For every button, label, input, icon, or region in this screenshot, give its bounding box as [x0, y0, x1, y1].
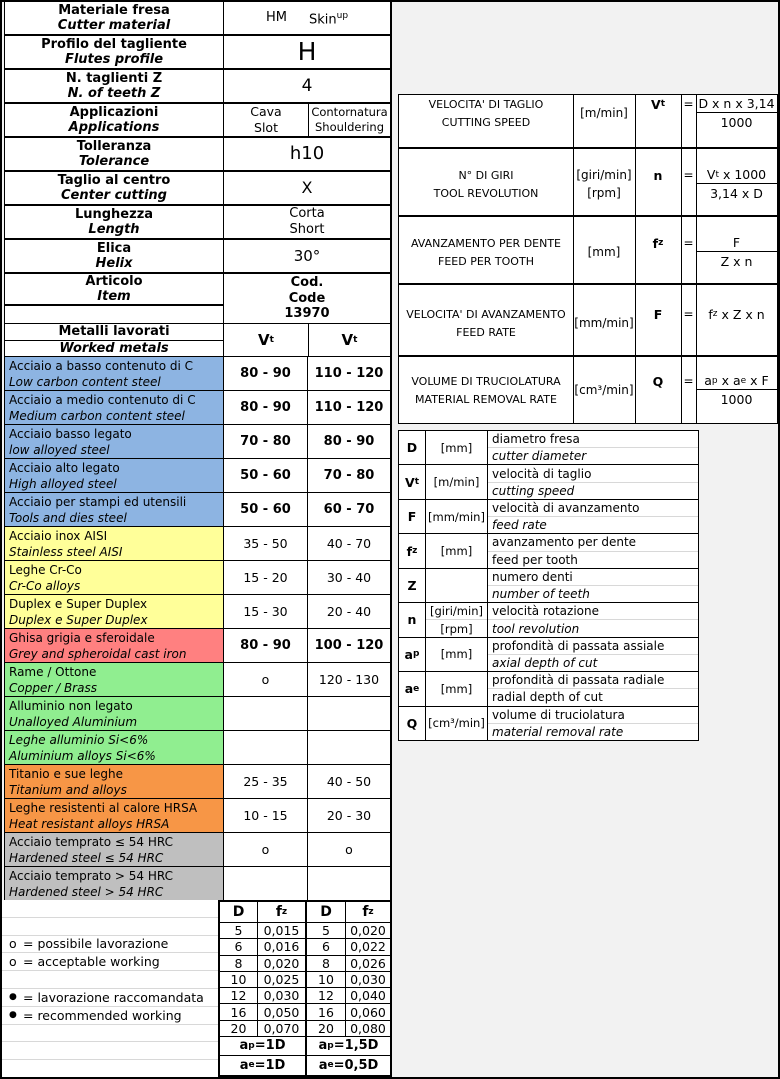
description: profondità di passata radiale radial depth of cut [488, 672, 698, 705]
vt-value-1: 50 - 60 [224, 459, 308, 492]
info-row-item-code [5, 274, 390, 324]
d-value: 8 [234, 955, 243, 971]
metal-row [5, 697, 390, 731]
column-divider [573, 149, 574, 215]
legend-spacer [2, 918, 218, 936]
vt-value-2: 60 - 70 [323, 502, 375, 517]
vt-value-2 [308, 731, 390, 764]
definition-row [399, 569, 698, 603]
info-row-center-cutting [5, 172, 390, 206]
legend-spacer [2, 1025, 218, 1043]
label-en: Helix [95, 256, 133, 271]
d-value: 12 [305, 988, 345, 1003]
metal-row [5, 357, 390, 391]
metal-row [5, 493, 390, 527]
unit: [mm/min] [426, 500, 488, 533]
tool-spec-tables [4, 2, 392, 902]
fz-value: 0,020 [345, 923, 390, 938]
formula-denominator: 1000 [720, 391, 753, 407]
ap-right: a p =1,5D [305, 1037, 390, 1055]
vt-value-2: 40 - 70 [326, 536, 372, 551]
formula-numerator: V t x 1000 [696, 166, 777, 184]
application-shouldering [308, 104, 390, 136]
metal-row [5, 527, 390, 561]
formula-unit: [giri/min] [576, 168, 632, 182]
fz-table-row [220, 1021, 390, 1037]
fz-value: 0,080 [345, 1021, 390, 1036]
column-divider [681, 149, 682, 215]
header-d2: D [305, 902, 345, 922]
metal-row [5, 799, 390, 833]
vt-value-2 [308, 697, 390, 730]
equals-sign: = [683, 97, 694, 111]
d-value: 6 [234, 939, 243, 955]
info-row-profile [5, 36, 390, 70]
description: velocità di taglio cutting speed [488, 465, 698, 498]
metals-title-it: Metalli lavorati [5, 324, 223, 341]
metal-name: Acciaio temprato > 54 HRC Hardened steel > 54 HRC [5, 867, 224, 901]
d-value: 6 [305, 939, 345, 954]
formula-denominator: Z x n [720, 253, 753, 269]
vt-column-header-1: V t [258, 331, 274, 349]
vt-value-1: 80 - 90 [224, 629, 308, 662]
formula-unit: [mm/min] [574, 316, 634, 330]
tolerance-value: h10 [289, 143, 325, 164]
legend-line-recommended-it [2, 989, 218, 1007]
fz-value: 0,026 [345, 956, 390, 971]
formula-unit-alt: [rpm] [587, 186, 621, 200]
label-it: Articolo [85, 273, 143, 289]
formula-unit: [mm] [587, 245, 621, 259]
unit: [mm] [426, 672, 488, 705]
d-value: 5 [234, 923, 243, 939]
column-divider [681, 357, 682, 423]
label-en: N. of teeth Z [67, 86, 161, 101]
profile-value: H [297, 37, 317, 66]
metal-name: Titanio e sue leghe Titanium and alloys [5, 765, 224, 798]
fz-table-row [220, 923, 390, 939]
equals-sign: = [683, 236, 694, 250]
header-d1: D [232, 904, 245, 920]
formula-name-en: CUTTING SPEED [441, 115, 531, 129]
label-it: N. taglienti Z [65, 70, 163, 86]
label-it: Profilo del tagliente [41, 36, 187, 52]
fz-table-row [220, 988, 390, 1004]
label-en: Center cutting [61, 188, 167, 203]
column-divider [573, 217, 574, 283]
description: numero denti number of teeth [488, 569, 698, 602]
definition-row [399, 707, 698, 740]
formula-name-it: N° DI GIRI [458, 168, 514, 182]
material-value [224, 2, 390, 34]
label-it: Lunghezza [74, 206, 154, 222]
metal-name: Acciaio alto legato High alloyed steel [5, 459, 224, 492]
vt-value-1 [224, 697, 308, 730]
worked-metals-title [5, 324, 224, 356]
code-label-it: Cod. [290, 275, 324, 291]
metal-name: Alluminio non legato Unalloyed Aluminium [5, 697, 224, 730]
label-en: Applications [68, 120, 160, 135]
definition-row [399, 638, 698, 672]
metal-row [5, 561, 390, 595]
label-en: Tolerance [78, 154, 150, 169]
metal-name: Leghe Cr-Co Cr-Co alloys [5, 561, 224, 594]
formula-symbol: f z [652, 235, 664, 251]
definition-row [399, 603, 698, 637]
cutting-formulas-table [398, 94, 778, 424]
fz-value: 0,022 [345, 939, 390, 954]
symbol: Q [399, 707, 426, 740]
vt-value-2: 110 - 120 [314, 400, 384, 415]
column-divider [635, 217, 636, 283]
vt-value-1 [224, 731, 308, 764]
ae-right: a e =0,5D [305, 1056, 390, 1075]
fz-table-row [220, 1004, 390, 1020]
length-it: Corta [289, 206, 325, 221]
symbol: n [399, 603, 426, 636]
column-divider [573, 95, 574, 147]
legend-line-possible-en [2, 953, 218, 971]
unit: [mm] [426, 638, 488, 671]
formula-name-it: AVANZAMENTO PER DENTE [410, 236, 562, 250]
label-en: Flutes profile [64, 52, 164, 67]
vt-value-2: 30 - 40 [326, 570, 372, 585]
teeth-value: 4 [301, 76, 313, 96]
vt-value-1: 70 - 80 [224, 425, 308, 458]
metals-title-en: Worked metals [59, 341, 169, 356]
unit: [giri/min] [rpm] [426, 603, 488, 636]
worked-metals-header [5, 324, 390, 357]
formula-numerator: F [696, 234, 777, 252]
equals-sign: = [683, 168, 694, 182]
description: velocità rotazione tool revolution [488, 603, 698, 636]
unit: [mm] [426, 431, 488, 464]
fz-value: 0,070 [257, 1021, 305, 1036]
vt-value-1: 25 - 35 [224, 765, 308, 798]
fz-value: 0,025 [257, 972, 305, 987]
item-label [5, 274, 223, 306]
formula-symbol: V t [651, 96, 665, 112]
ap-left: a p =1D [239, 1038, 286, 1054]
legend-line-possible-it [2, 936, 218, 954]
column-divider [681, 95, 682, 147]
definition-row [399, 465, 698, 499]
legend-spacer [2, 1060, 218, 1077]
d-value: 12 [230, 988, 247, 1004]
fz-value: 0,050 [257, 1004, 305, 1019]
equals-sign: = [683, 374, 694, 388]
metal-name: Duplex e Super Duplex Duplex e Super Duplex [5, 595, 224, 628]
formula-feed-per-tooth [399, 217, 777, 285]
center-cutting-value: X [301, 178, 313, 197]
definition-row [399, 534, 698, 568]
fz-value: 0,030 [257, 988, 305, 1003]
description: diametro fresa cutter diameter [488, 431, 698, 464]
unit [426, 569, 488, 602]
fz-value: 0,016 [257, 939, 305, 954]
unit: [cm³/min] [426, 707, 488, 740]
description: profondità di passata assiale axial depth of cut [488, 638, 698, 671]
column-divider [696, 357, 697, 423]
vt-value-1: 15 - 30 [224, 595, 308, 628]
legend-spacer [2, 900, 218, 918]
formula-feed-rate [399, 285, 777, 357]
header-fz2: f z [345, 902, 390, 922]
metal-name: Leghe alluminio Si<6% Aluminium alloys Si<6% [5, 731, 224, 764]
metal-row [5, 459, 390, 493]
symbols-definitions-table [398, 430, 699, 741]
metal-name: Leghe resistenti al calore HRSA Heat resistant alloys HRSA [5, 799, 224, 832]
legend-text: = possibile lavorazione [23, 936, 169, 952]
d-value: 5 [305, 923, 345, 938]
vt-value-1: 80 - 90 [224, 391, 308, 424]
metal-row [5, 391, 390, 425]
definition-row [399, 500, 698, 534]
fz-value: 0,040 [345, 988, 390, 1003]
label-en: Length [88, 222, 140, 237]
fz-value: 0,060 [345, 1004, 390, 1019]
equals-sign: = [683, 307, 694, 321]
metal-name: Acciaio a medio contenuto di C Medium carbon content steel [5, 391, 224, 424]
description: velocità di avanzamento feed rate [488, 500, 698, 533]
vt-value-2: 100 - 120 [314, 638, 384, 653]
formula-unit: [cm³/min] [574, 383, 634, 397]
vt-value-2: 20 - 40 [326, 604, 372, 619]
label-it: Elica [96, 240, 132, 256]
legend-text: = lavorazione raccomandata [23, 989, 204, 1005]
material-brand: Skin$^{up}$ [308, 10, 349, 28]
symbol: f z [399, 534, 426, 567]
label-it: Taglio al centro [57, 172, 171, 188]
column-divider [635, 357, 636, 423]
column-divider [635, 95, 636, 147]
d-value: 16 [305, 1004, 345, 1019]
item-code-value [224, 274, 390, 323]
vt-value-2: 120 - 130 [318, 672, 380, 687]
label-it: Applicazioni [69, 104, 159, 120]
application-slot [224, 104, 308, 136]
legend-text: = acceptable working [23, 954, 160, 970]
formula-name-en: MATERIAL REMOVAL RATE [415, 392, 557, 406]
metal-name: Acciaio a basso contenuto di C Low carbon content steel [5, 357, 224, 390]
formula-unit: [m/min] [580, 106, 628, 120]
info-row-tolerance [5, 138, 390, 172]
formula-cutting-speed [399, 95, 777, 149]
unit: [mm] [426, 534, 488, 567]
info-row-length [5, 206, 390, 240]
tolerance-label [5, 138, 224, 170]
metal-row [5, 731, 390, 765]
definition-row [399, 672, 698, 706]
fz-table-row [220, 956, 390, 972]
d-value: 20 [305, 1021, 345, 1036]
unit: [m/min] [426, 465, 488, 498]
metal-row [5, 629, 390, 663]
column-divider [635, 285, 636, 355]
formula-material-removal-rate [399, 357, 777, 424]
fz-value: 0,030 [345, 972, 390, 987]
metal-name: Rame / Ottone Copper / Brass [5, 663, 224, 696]
vt-value-1: o [224, 663, 308, 696]
vt-value-2: o [345, 842, 353, 857]
profile-label [5, 36, 224, 68]
formula-symbol: n [653, 167, 663, 183]
formula-denominator: 1000 [720, 114, 753, 130]
formula-name-it: VELOCITA' DI AVANZAMENTO [406, 307, 566, 321]
applications-value [224, 104, 390, 136]
ae-left: a e =1D [239, 1057, 286, 1073]
filled-circle-icon: ● [9, 1010, 17, 1021]
symbol: V t [399, 465, 426, 498]
formula-name-it: VELOCITA' DI TAGLIO [428, 97, 544, 111]
formula-denominator: 3,14 x D [710, 185, 763, 201]
item-code-number: 13970 [284, 306, 330, 322]
applications-label [5, 104, 224, 136]
column-divider [696, 149, 697, 215]
radial-depth-row [220, 1056, 390, 1075]
column-divider [696, 95, 697, 147]
d-value: 10 [305, 972, 345, 987]
app-slot-it: Cava [250, 104, 282, 119]
formula-name-en: FEED PER TOOTH [438, 254, 534, 268]
filled-circle-icon: ● [9, 992, 17, 1003]
working-symbols-legend [2, 900, 218, 1077]
vt-value-1: 15 - 20 [224, 561, 308, 594]
label-en: Item [97, 289, 131, 304]
app-slot-en: Slot [254, 120, 278, 135]
formula-expression: f z x Z x n [708, 306, 765, 322]
item-label-spacer [5, 306, 223, 323]
column-divider [681, 285, 682, 355]
column-divider [681, 217, 682, 283]
code-label-en: Code [288, 290, 326, 306]
column-divider [573, 285, 574, 355]
symbol: Z [399, 569, 426, 602]
fz-table-row [220, 939, 390, 955]
symbol: a p [399, 638, 426, 671]
formula-name-it: VOLUME DI TRUCIOLATURA [411, 374, 561, 388]
vt-value-2: 40 - 50 [326, 774, 372, 789]
formula-symbol: F [653, 306, 663, 322]
formula-numerator: a p x a e x F [696, 372, 777, 390]
info-row-applications [5, 104, 390, 138]
vt-value-1: 35 - 50 [224, 527, 308, 560]
open-circle-icon: o [9, 954, 17, 970]
metal-row [5, 765, 390, 799]
d-value: 20 [230, 1020, 247, 1036]
legend-line-recommended-en [2, 1007, 218, 1025]
fz-value: 0,020 [257, 956, 305, 971]
vt-value-1 [224, 867, 308, 901]
vt-value-2 [308, 867, 390, 901]
d-value: 10 [230, 971, 247, 987]
teeth-label [5, 70, 224, 102]
symbol: D [399, 431, 426, 464]
vt-value-2: 80 - 90 [323, 434, 375, 449]
axial-depth-row [220, 1037, 390, 1056]
length-value [224, 206, 390, 238]
item-label-column [5, 274, 224, 323]
vt-value-2: 70 - 80 [323, 468, 375, 483]
vt-value-1: 50 - 60 [224, 493, 308, 526]
header-fz1: f z [257, 902, 305, 922]
center-cutting-label [5, 172, 224, 204]
legend-spacer [2, 1042, 218, 1060]
helix-label [5, 240, 224, 272]
formula-name-en: FEED RATE [456, 325, 516, 339]
length-en: Short [289, 222, 325, 237]
metal-name: Acciaio temprato ≤ 54 HRC Hardened steel ≤ 54 HRC [5, 833, 224, 866]
vt-value-1: 10 - 15 [224, 799, 308, 832]
metal-name: Acciaio per stampi ed utensili Tools and dies steel [5, 493, 224, 526]
info-row-helix [5, 240, 390, 274]
column-divider [696, 217, 697, 283]
d-value: 8 [305, 956, 345, 971]
fz-table-header [220, 902, 390, 923]
metal-row [5, 663, 390, 697]
description: avanzamento per dente feed per tooth [488, 534, 698, 567]
helix-value: 30° [293, 247, 321, 265]
info-row-material [5, 2, 390, 36]
vt-column-header-2: V t [308, 324, 390, 356]
feed-per-tooth-table [218, 900, 392, 1077]
column-divider [635, 149, 636, 215]
symbol: a e [399, 672, 426, 705]
vt-value-1: 80 - 90 [224, 357, 308, 390]
app-shoulder-en: Shouldering [315, 120, 384, 134]
material-label [5, 2, 224, 34]
app-shoulder-it: Contornatura [311, 105, 388, 119]
fz-table-row [220, 972, 390, 988]
vt-value-2: 20 - 30 [326, 808, 372, 823]
label-it: Materiale fresa [58, 2, 170, 18]
vt-value-2: 110 - 120 [314, 366, 384, 381]
metal-name: Acciaio basso legato low alloyed steel [5, 425, 224, 458]
legend-text: = recommended working [23, 1007, 182, 1023]
material-hm: HM [265, 10, 287, 25]
fz-value: 0,015 [257, 923, 305, 938]
column-divider [696, 285, 697, 355]
label-it: Tolleranza [76, 138, 152, 154]
formula-symbol: Q [652, 373, 664, 389]
description: volume di truciolatura material removal rate [488, 707, 698, 740]
vt-value-1: o [224, 833, 308, 866]
metal-name: Acciaio inox AISI Stainless steel AISI [5, 527, 224, 560]
metal-row [5, 595, 390, 629]
metal-row [5, 867, 390, 901]
length-label [5, 206, 224, 238]
legend-spacer [2, 971, 218, 989]
metal-name: Ghisa grigia e sferoidale Grey and spheroidal cast iron [5, 629, 224, 662]
column-divider [573, 357, 574, 423]
symbol: F [399, 500, 426, 533]
open-circle-icon: o [9, 936, 17, 952]
metal-row [5, 425, 390, 459]
info-row-teeth [5, 70, 390, 104]
label-en: Cutter material [57, 18, 171, 33]
formula-tool-revolution [399, 149, 777, 217]
metal-row [5, 833, 390, 867]
formula-numerator: D x n x 3,14 [696, 95, 777, 113]
formula-name-en: TOOL REVOLUTION [433, 186, 539, 200]
d-value: 16 [230, 1004, 247, 1020]
definition-row [399, 431, 698, 465]
